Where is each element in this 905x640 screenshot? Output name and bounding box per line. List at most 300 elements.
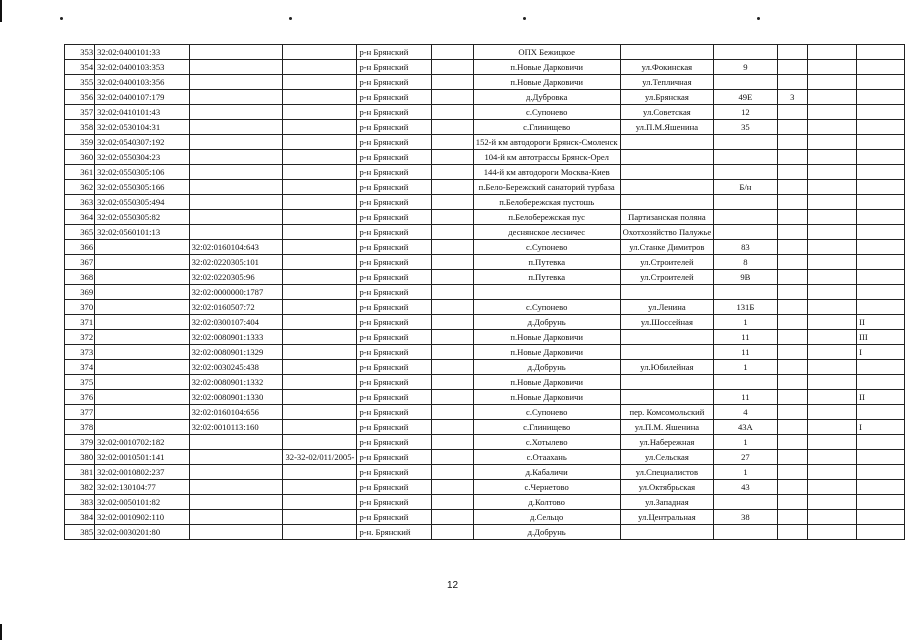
table-row — [65, 60, 905, 75]
district-cell: р-н Брянский — [357, 150, 432, 165]
table-row — [65, 405, 905, 420]
empty-cell — [432, 195, 474, 210]
table-row — [65, 375, 905, 390]
registration-number-cell — [283, 135, 357, 150]
cadastral-number-alt-cell — [189, 210, 283, 225]
house-number-cell: 131Б — [714, 300, 777, 315]
street-cell: ул.Строителей — [620, 255, 714, 270]
house-number-cell: 35 — [714, 120, 777, 135]
street-cell: ул.Советская — [620, 105, 714, 120]
empty-cell — [432, 525, 474, 540]
empty-cell — [432, 360, 474, 375]
district-cell: р-н Брянский — [357, 180, 432, 195]
extra-cell — [808, 450, 857, 465]
object-code-cell — [857, 375, 905, 390]
row-number-cell: 378 — [65, 420, 95, 435]
registration-number-cell — [283, 105, 357, 120]
district-cell: р-н Брянский — [357, 105, 432, 120]
house-number-cell: 1 — [714, 315, 777, 330]
locality-cell: с.Чернетово — [473, 480, 620, 495]
house-number-cell: 11 — [714, 390, 777, 405]
building-cell — [777, 465, 808, 480]
row-number-cell: 385 — [65, 525, 95, 540]
empty-cell — [432, 45, 474, 60]
registration-number-cell — [283, 270, 357, 285]
empty-cell — [432, 480, 474, 495]
cadastral-number-cell — [95, 300, 190, 315]
locality-cell: 152-й км автодороги Брянск-Смоленск — [473, 135, 620, 150]
registration-number-cell — [283, 180, 357, 195]
object-code-cell: II — [857, 315, 905, 330]
street-cell: Партизанская поляна — [620, 210, 714, 225]
cadastral-number-cell: 32:02:0400103:356 — [95, 75, 190, 90]
building-cell — [777, 210, 808, 225]
cadastral-number-alt-cell — [189, 75, 283, 90]
empty-cell — [432, 345, 474, 360]
object-code-cell — [857, 525, 905, 540]
table-row — [65, 255, 905, 270]
object-code-cell — [857, 240, 905, 255]
building-cell — [777, 315, 808, 330]
building-cell — [777, 375, 808, 390]
street-cell — [620, 345, 714, 360]
locality-cell: 104-й км автотрассы Брянск-Орел — [473, 150, 620, 165]
locality-cell: с.Хотылево — [473, 435, 620, 450]
street-cell: ул.Тепличная — [620, 75, 714, 90]
scan-dot — [523, 17, 526, 20]
row-number-cell: 356 — [65, 90, 95, 105]
cadastral-number-alt-cell: 32:02:0160104:643 — [189, 240, 283, 255]
table-row — [65, 420, 905, 435]
empty-cell — [432, 405, 474, 420]
cadastral-number-cell — [95, 420, 190, 435]
extra-cell — [808, 345, 857, 360]
empty-cell — [432, 300, 474, 315]
registration-number-cell — [283, 75, 357, 90]
district-cell: р-н Брянский — [357, 420, 432, 435]
table-row — [65, 240, 905, 255]
house-number-cell: 43 — [714, 480, 777, 495]
scan-edge-mark — [0, 624, 2, 640]
row-number-cell: 376 — [65, 390, 95, 405]
street-cell — [620, 165, 714, 180]
locality-cell: с.Супонево — [473, 240, 620, 255]
house-number-cell: 1 — [714, 465, 777, 480]
row-number-cell: 366 — [65, 240, 95, 255]
building-cell — [777, 285, 808, 300]
building-cell — [777, 510, 808, 525]
object-code-cell — [857, 90, 905, 105]
empty-cell — [432, 120, 474, 135]
street-cell: ул.Специалистов — [620, 465, 714, 480]
registration-number-cell — [283, 480, 357, 495]
house-number-cell — [714, 525, 777, 540]
row-number-cell: 381 — [65, 465, 95, 480]
building-cell — [777, 225, 808, 240]
empty-cell — [432, 510, 474, 525]
district-cell: р-н Брянский — [357, 315, 432, 330]
cadastral-number-cell: 32:02:0400103:353 — [95, 60, 190, 75]
district-cell: р-н Брянский — [357, 255, 432, 270]
building-cell — [777, 45, 808, 60]
registration-number-cell — [283, 255, 357, 270]
registration-number-cell — [283, 150, 357, 165]
street-cell: ул.Набережная — [620, 435, 714, 450]
district-cell: р-н Брянский — [357, 375, 432, 390]
district-cell: р-н Брянский — [357, 435, 432, 450]
building-cell — [777, 390, 808, 405]
cadastral-number-cell — [95, 390, 190, 405]
cadastral-number-cell — [95, 285, 190, 300]
locality-cell: п.Белобережская пус — [473, 210, 620, 225]
building-cell — [777, 150, 808, 165]
registration-number-cell — [283, 405, 357, 420]
object-code-cell — [857, 45, 905, 60]
building-cell — [777, 435, 808, 450]
empty-cell — [432, 420, 474, 435]
street-cell — [620, 390, 714, 405]
registration-number-cell — [283, 195, 357, 210]
house-number-cell — [714, 135, 777, 150]
table-row — [65, 450, 905, 465]
district-cell: р-н Брянский — [357, 390, 432, 405]
scan-dot — [757, 17, 760, 20]
table-row — [65, 135, 905, 150]
cadastral-number-alt-cell — [189, 135, 283, 150]
object-code-cell — [857, 405, 905, 420]
building-cell — [777, 450, 808, 465]
object-code-cell: I — [857, 420, 905, 435]
cadastral-number-cell: 32:02:0550305:494 — [95, 195, 190, 210]
house-number-cell — [714, 495, 777, 510]
registration-number-cell — [283, 435, 357, 450]
district-cell: р-н Брянский — [357, 270, 432, 285]
cadastral-number-cell: 32:02:0410101:43 — [95, 105, 190, 120]
empty-cell — [432, 150, 474, 165]
table-row — [65, 390, 905, 405]
house-number-cell — [714, 225, 777, 240]
cadastral-number-alt-cell: 32:02:0160507:72 — [189, 300, 283, 315]
cadastral-number-alt-cell: 32:02:0160104:656 — [189, 405, 283, 420]
cadastral-number-cell: 32:02:0550305:82 — [95, 210, 190, 225]
cadastral-number-cell: 32:02:0400101:33 — [95, 45, 190, 60]
district-cell: р-н Брянский — [357, 510, 432, 525]
cadastral-number-alt-cell: 32:02:0080901:1332 — [189, 375, 283, 390]
locality-cell: с.Глинищево — [473, 420, 620, 435]
cadastral-number-cell — [95, 345, 190, 360]
row-number-cell: 367 — [65, 255, 95, 270]
row-number-cell: 364 — [65, 210, 95, 225]
district-cell: р-н Брянский — [357, 165, 432, 180]
locality-cell: п.Новые Дарковичи — [473, 75, 620, 90]
row-number-cell: 383 — [65, 495, 95, 510]
house-number-cell: Б/н — [714, 180, 777, 195]
row-number-cell: 368 — [65, 270, 95, 285]
empty-cell — [432, 90, 474, 105]
building-cell — [777, 525, 808, 540]
street-cell: ул.Строителей — [620, 270, 714, 285]
house-number-cell: 9В — [714, 270, 777, 285]
street-cell: ул.Центральная — [620, 510, 714, 525]
district-cell: р-н Брянский — [357, 480, 432, 495]
row-number-cell: 374 — [65, 360, 95, 375]
empty-cell — [432, 450, 474, 465]
object-code-cell: II — [857, 390, 905, 405]
locality-cell: п.Новые Дарковичи — [473, 375, 620, 390]
street-cell: ул.Фокинская — [620, 60, 714, 75]
empty-cell — [432, 105, 474, 120]
building-cell — [777, 300, 808, 315]
building-cell — [777, 405, 808, 420]
registration-number-cell — [283, 360, 357, 375]
building-cell — [777, 360, 808, 375]
extra-cell — [808, 285, 857, 300]
table-row — [65, 285, 905, 300]
cadastral-number-alt-cell — [189, 450, 283, 465]
scan-dot — [289, 17, 292, 20]
extra-cell — [808, 90, 857, 105]
locality-cell: д.Колтово — [473, 495, 620, 510]
table-row — [65, 180, 905, 195]
table-row — [65, 510, 905, 525]
object-code-cell — [857, 225, 905, 240]
cadastral-number-cell — [95, 405, 190, 420]
table-row — [65, 435, 905, 450]
house-number-cell: 38 — [714, 510, 777, 525]
cadastral-number-alt-cell — [189, 150, 283, 165]
building-cell — [777, 270, 808, 285]
building-cell — [777, 120, 808, 135]
registration-number-cell — [283, 495, 357, 510]
street-cell — [620, 195, 714, 210]
registration-number-cell: 32-32-02/011/2005- — [283, 450, 357, 465]
locality-cell: ОПХ Бежицкое — [473, 45, 620, 60]
street-cell: ул.Шоссейная — [620, 315, 714, 330]
building-cell — [777, 165, 808, 180]
extra-cell — [808, 105, 857, 120]
street-cell — [620, 180, 714, 195]
row-number-cell: 377 — [65, 405, 95, 420]
row-number-cell: 360 — [65, 150, 95, 165]
district-cell: р-н Брянский — [357, 195, 432, 210]
extra-cell — [808, 180, 857, 195]
cadastral-number-cell: 32:02:0540307:192 — [95, 135, 190, 150]
cadastral-number-alt-cell — [189, 105, 283, 120]
district-cell: р-н Брянский — [357, 45, 432, 60]
empty-cell — [432, 255, 474, 270]
empty-cell — [432, 315, 474, 330]
object-code-cell — [857, 150, 905, 165]
locality-cell: п.Белобережская пустошь — [473, 195, 620, 210]
street-cell — [620, 330, 714, 345]
extra-cell — [808, 465, 857, 480]
locality-cell: с.Глинищево — [473, 120, 620, 135]
district-cell: р-н Брянский — [357, 495, 432, 510]
registration-number-cell — [283, 345, 357, 360]
district-cell: р-н Брянский — [357, 360, 432, 375]
cadastral-number-cell: 32:02:0010802:237 — [95, 465, 190, 480]
street-cell: ул.Сельская — [620, 450, 714, 465]
registration-number-cell — [283, 300, 357, 315]
table-row — [65, 150, 905, 165]
cadastral-number-alt-cell: 32:02:0220305:96 — [189, 270, 283, 285]
house-number-cell: 1 — [714, 435, 777, 450]
building-cell — [777, 345, 808, 360]
object-code-cell — [857, 465, 905, 480]
object-code-cell — [857, 270, 905, 285]
locality-cell: д.Дубровка — [473, 90, 620, 105]
page-number: 12 — [446, 580, 459, 591]
locality-cell: п.Новые Дарковичи — [473, 390, 620, 405]
cadastral-number-alt-cell — [189, 225, 283, 240]
row-number-cell: 357 — [65, 105, 95, 120]
table-row — [65, 210, 905, 225]
cadastral-number-alt-cell — [189, 165, 283, 180]
street-cell — [620, 525, 714, 540]
empty-cell — [432, 390, 474, 405]
empty-cell — [432, 180, 474, 195]
row-number-cell: 371 — [65, 315, 95, 330]
table-row — [65, 345, 905, 360]
cadastral-number-alt-cell: 32:02:0080901:1329 — [189, 345, 283, 360]
cadastral-number-cell — [95, 360, 190, 375]
house-number-cell: 11 — [714, 330, 777, 345]
locality-cell: деснянское лесничес — [473, 225, 620, 240]
cadastral-number-cell — [95, 330, 190, 345]
table-row — [65, 105, 905, 120]
cadastral-number-alt-cell — [189, 180, 283, 195]
object-code-cell — [857, 60, 905, 75]
row-number-cell: 355 — [65, 75, 95, 90]
cadastral-number-alt-cell — [189, 465, 283, 480]
cadastral-number-alt-cell — [189, 45, 283, 60]
district-cell: р-н Брянский — [357, 135, 432, 150]
cadastral-number-cell: 32:02:0400107:179 — [95, 90, 190, 105]
table-row — [65, 495, 905, 510]
row-number-cell: 384 — [65, 510, 95, 525]
cadastral-number-cell: 32:02:0550305:166 — [95, 180, 190, 195]
house-number-cell: 11 — [714, 345, 777, 360]
street-cell: ул.П.М.Яшенина — [620, 120, 714, 135]
object-code-cell — [857, 285, 905, 300]
registration-number-cell — [283, 390, 357, 405]
table-row — [65, 480, 905, 495]
registration-number-cell — [283, 420, 357, 435]
extra-cell — [808, 45, 857, 60]
cadastral-number-cell: 32:02:0010902:110 — [95, 510, 190, 525]
object-code-cell — [857, 450, 905, 465]
cadastral-number-alt-cell — [189, 510, 283, 525]
building-cell — [777, 180, 808, 195]
extra-cell — [808, 150, 857, 165]
row-number-cell: 354 — [65, 60, 95, 75]
object-code-cell — [857, 300, 905, 315]
district-cell: р-н Брянский — [357, 60, 432, 75]
district-cell: р-н Брянский — [357, 225, 432, 240]
locality-cell: п.Бело-Бережский санаторий турбаза — [473, 180, 620, 195]
locality-cell: п.Путевка — [473, 270, 620, 285]
cadastral-number-alt-cell: 32:02:0080901:1330 — [189, 390, 283, 405]
table-row — [65, 120, 905, 135]
row-number-cell: 359 — [65, 135, 95, 150]
table-row — [65, 90, 905, 105]
extra-cell — [808, 480, 857, 495]
registration-number-cell — [283, 60, 357, 75]
house-number-cell: 49Е — [714, 90, 777, 105]
cadastral-number-alt-cell — [189, 120, 283, 135]
house-number-cell — [714, 45, 777, 60]
cadastral-number-cell: 32:02:0560101:13 — [95, 225, 190, 240]
extra-cell — [808, 270, 857, 285]
house-number-cell — [714, 375, 777, 390]
empty-cell — [432, 60, 474, 75]
row-number-cell: 369 — [65, 285, 95, 300]
extra-cell — [808, 225, 857, 240]
cadastral-number-alt-cell: 32:02:0030245:438 — [189, 360, 283, 375]
extra-cell — [808, 390, 857, 405]
table-row — [65, 270, 905, 285]
extra-cell — [808, 240, 857, 255]
registration-number-cell — [283, 465, 357, 480]
row-number-cell: 382 — [65, 480, 95, 495]
empty-cell — [432, 225, 474, 240]
street-cell: ул.Западная — [620, 495, 714, 510]
locality-cell: с.Отаахань — [473, 450, 620, 465]
object-code-cell — [857, 120, 905, 135]
cadastral-number-alt-cell — [189, 195, 283, 210]
extra-cell — [808, 195, 857, 210]
cadastral-number-cell: 32:02:0030201:80 — [95, 525, 190, 540]
cadastral-number-cell: 32:02:0050101:82 — [95, 495, 190, 510]
empty-cell — [432, 375, 474, 390]
cadastral-number-alt-cell: 32:02:0010113:160 — [189, 420, 283, 435]
empty-cell — [432, 285, 474, 300]
table-row — [65, 465, 905, 480]
district-cell: р-н Брянский — [357, 405, 432, 420]
object-code-cell — [857, 105, 905, 120]
object-code-cell — [857, 165, 905, 180]
street-cell: ул.П.М. Яшенина — [620, 420, 714, 435]
street-cell — [620, 150, 714, 165]
district-cell: р-н Брянский — [357, 90, 432, 105]
locality-cell: д.Кабаличи — [473, 465, 620, 480]
registration-number-cell — [283, 240, 357, 255]
district-cell: р-н Брянский — [357, 300, 432, 315]
locality-cell: д.Добрунь — [473, 525, 620, 540]
registration-number-cell — [283, 45, 357, 60]
extra-cell — [808, 135, 857, 150]
registration-number-cell — [283, 210, 357, 225]
district-cell: р-н Брянский — [357, 465, 432, 480]
row-number-cell: 370 — [65, 300, 95, 315]
extra-cell — [808, 375, 857, 390]
object-code-cell — [857, 360, 905, 375]
locality-cell: п.Новые Дарковичи — [473, 60, 620, 75]
extra-cell — [808, 300, 857, 315]
building-cell — [777, 240, 808, 255]
house-number-cell: 9 — [714, 60, 777, 75]
object-code-cell — [857, 510, 905, 525]
district-cell: р-н Брянский — [357, 345, 432, 360]
table-row — [65, 45, 905, 60]
empty-cell — [432, 495, 474, 510]
extra-cell — [808, 210, 857, 225]
extra-cell — [808, 435, 857, 450]
table-row — [65, 315, 905, 330]
row-number-cell: 363 — [65, 195, 95, 210]
house-number-cell: 43А — [714, 420, 777, 435]
house-number-cell — [714, 195, 777, 210]
